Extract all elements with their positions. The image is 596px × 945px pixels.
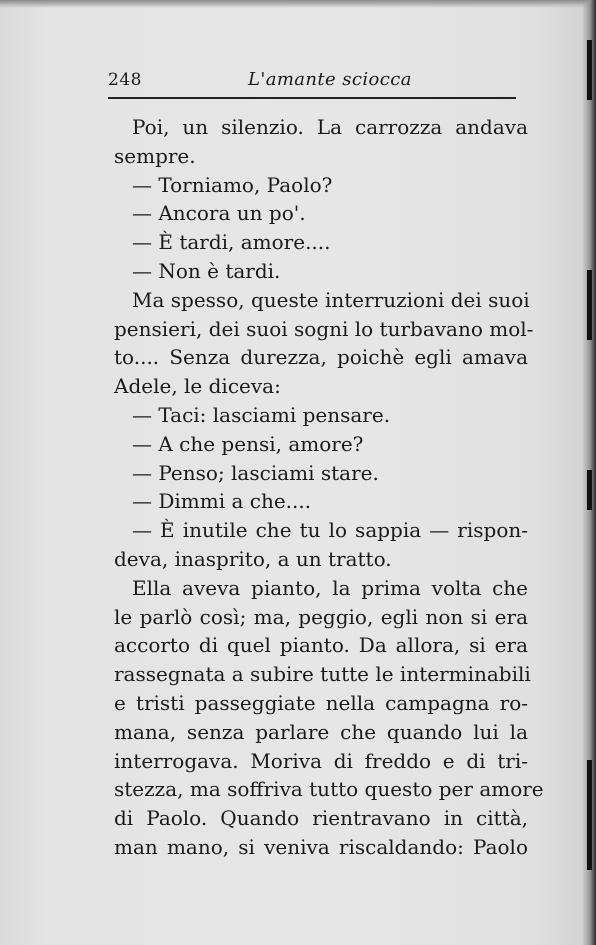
text-line: sempre. [114, 143, 196, 168]
text-line: di Paolo. Quando rientravano in città, [114, 806, 528, 831]
body-text [114, 113, 544, 862]
text-line: — Torniamo, Paolo? [132, 172, 333, 197]
page-header [108, 68, 516, 92]
text-line: — Non è tardi. [132, 258, 281, 283]
page-binding-shadow [582, 0, 596, 945]
text-line: pensieri, dei suoi sogni lo turbavano mol- [114, 316, 534, 341]
page-top-edge [0, 0, 596, 8]
page-number: 248 [108, 70, 142, 90]
text-line: accorto di quel pianto. Da allora, si era [114, 633, 528, 658]
text-line: mana, senza parlare che quando lui la [114, 719, 528, 744]
text-line: Poi, un silenzio. La carrozza andava [132, 115, 528, 139]
text-line: — Taci: lasciami pensare. [132, 402, 391, 427]
text-line: Adele, le diceva: [114, 374, 281, 399]
text-line: — Ancora un po'. [132, 201, 306, 226]
binding-mark [587, 270, 592, 340]
text-line: stezza, ma soffriva tutto questo per amore [114, 777, 544, 802]
text-line: — Dimmi a che.... [132, 489, 312, 514]
running-title: L'amante sciocca [248, 69, 412, 90]
text-line: Ella aveva pianto, la prima volta che [132, 575, 528, 600]
text-line: — È tardi, amore.... [132, 230, 331, 255]
text-line: e tristi passeggiate nella campagna ro- [114, 690, 528, 715]
text-line: le parlò così; ma, peggio, egli non si era [114, 604, 528, 629]
text-line: deva, inasprito, a un tratto. [114, 546, 392, 571]
text-line: — Penso; lasciami stare. [132, 460, 379, 485]
binding-mark [587, 760, 592, 870]
text-line: interrogava. Moriva di freddo e di tri- [114, 748, 528, 773]
text-line: — È inutile che tu lo sappia — rispon- [132, 518, 528, 543]
binding-mark [587, 40, 592, 100]
text-line: — A che pensi, amore? [132, 431, 364, 456]
text-line: Ma spesso, queste interruzioni dei suoi [132, 287, 530, 312]
text-line: man mano, si veniva riscaldando: Paolo [114, 834, 528, 859]
binding-mark [587, 470, 592, 510]
header-rule [108, 97, 516, 99]
text-line: rassegnata a subire tutte le interminabili [114, 662, 531, 687]
text-line: to.... Senza durezza, poichè egli amava [114, 345, 528, 370]
